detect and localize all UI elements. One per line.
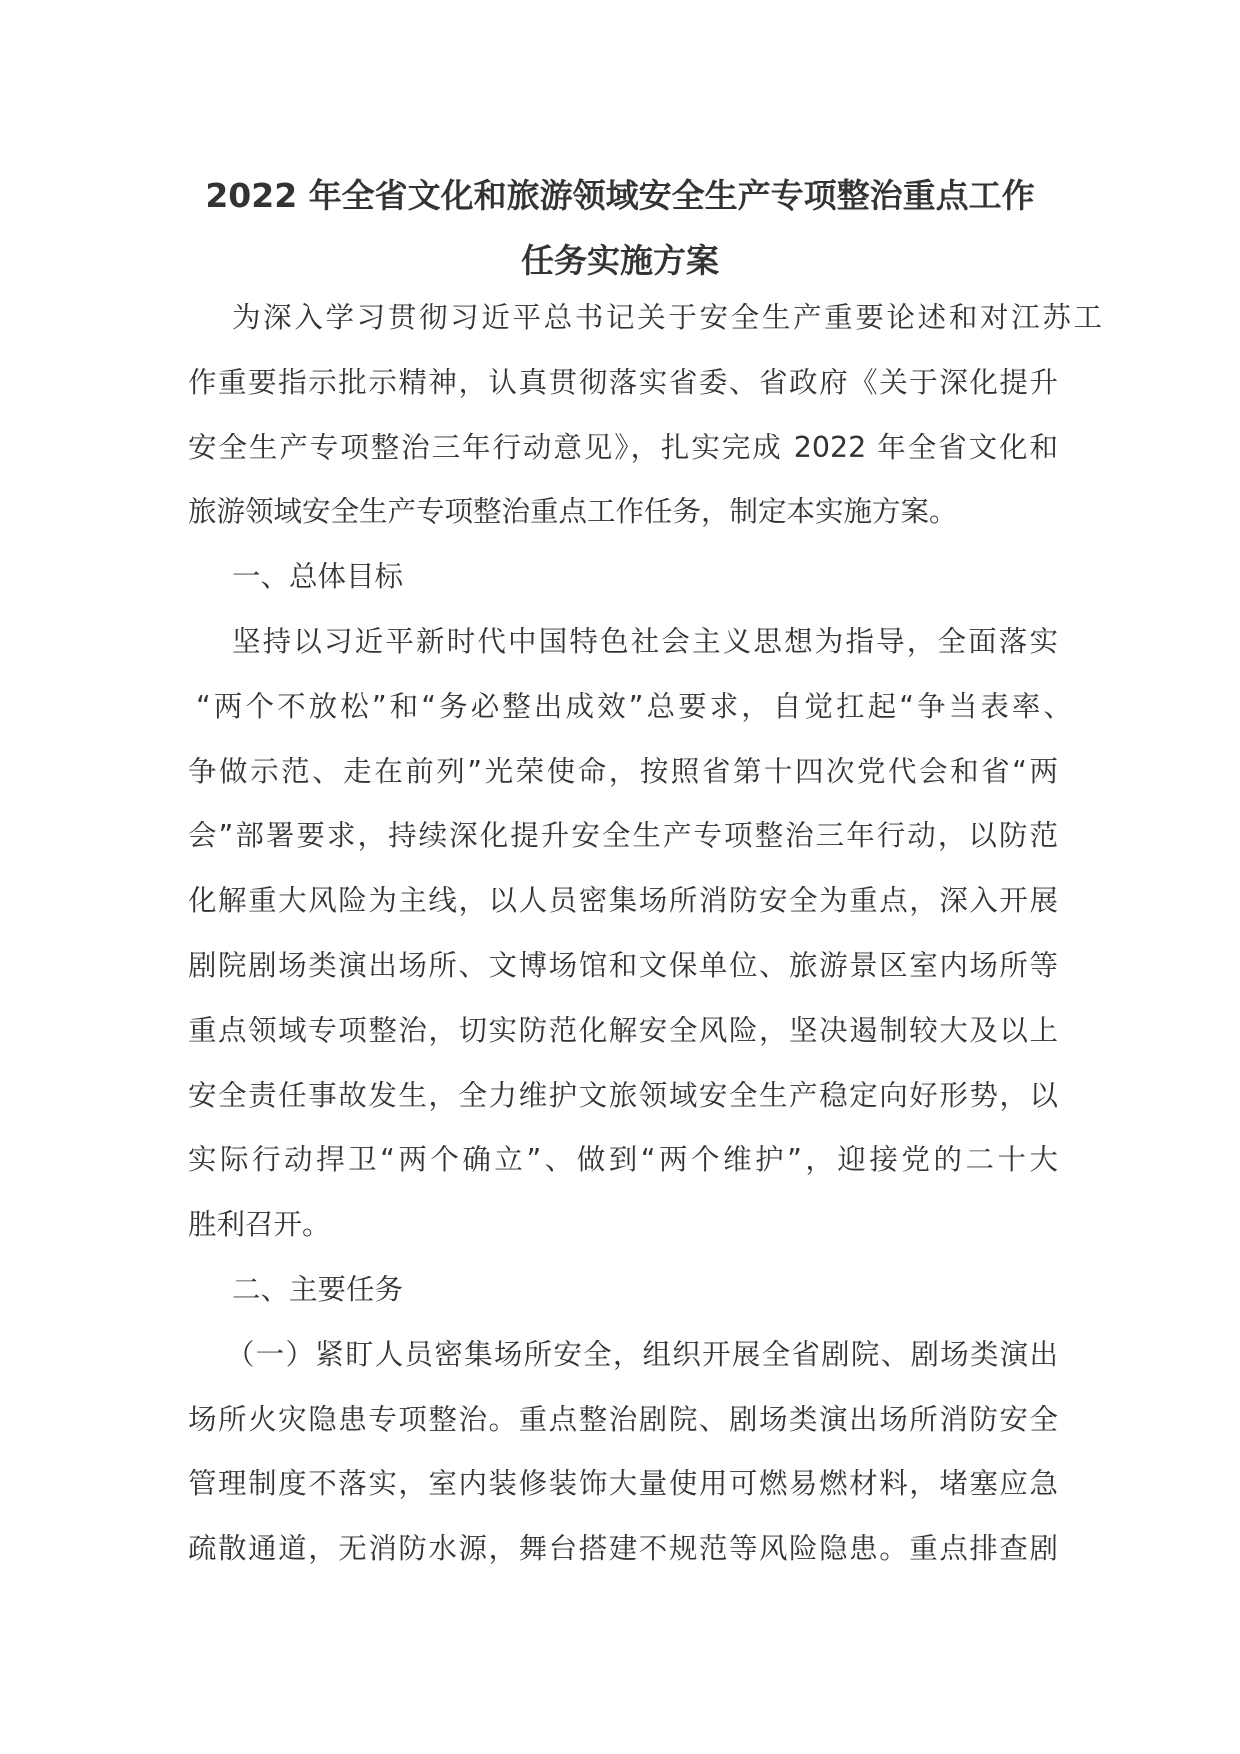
paragraph-line: 重点领域专项整治，切实防范化解安全风险，坚决遏制较大及以上 [188,1014,1058,1047]
paragraph-line: 坚持以习近平新时代中国特色社会主义思想为指导，全面落实 [232,625,1058,658]
paragraph-line: （一）紧盯人员密集场所安全，组织开展全省剧院、剧场类演出 [226,1338,1058,1371]
paragraph-line: 化解重大风险为主线，以人员密集场所消防安全为重点，深入开展 [188,884,1058,917]
paragraph-line: 场所火灾隐患专项整治。重点整治剧院、剧场类演出场所消防安全 [188,1403,1058,1436]
document-title-line-1: 2022 年全省文化和旅游领域安全生产专项整治重点工作 [205,176,1035,215]
paragraph-line: 会”部署要求，持续深化提升安全生产专项整治三年行动，以防范 [188,819,1058,852]
paragraph-line: “两个不放松”和“务必整出成效”总要求，自觉扛起“争当表率、 [196,690,1072,723]
paragraph-line: 安全生产专项整治三年行动意见》，扎实完成 2022 年全省文化和 [188,431,1058,464]
paragraph-line: 争做示范、走在前列”光荣使命，按照省第十四次党代会和省“两 [188,755,1058,788]
paragraph-line: 实际行动捍卫“两个确立”、做到“两个维护”，迎接党的二十大 [188,1143,1058,1176]
paragraph-line: 剧院剧场类演出场所、文博场馆和文保单位、旅游景区室内场所等 [188,949,1058,982]
paragraph-line: 为深入学习贯彻习近平总书记关于安全生产重要论述和对江苏工 [232,301,1102,334]
paragraph-line: 旅游领域安全生产专项整治重点工作任务，制定本实施方案。 [188,495,958,528]
section-heading: 二、主要任务 [232,1273,404,1306]
paragraph-line: 安全责任事故发生，全力维护文旅领域安全生产稳定向好形势，以 [188,1079,1058,1112]
paragraph-line: 胜利召开。 [188,1208,331,1241]
section-heading: 一、总体目标 [232,560,404,593]
paragraph-line: 管理制度不落实，室内装修装饰大量使用可燃易燃材料，堵塞应急 [188,1467,1058,1500]
document-title-line-2: 任务实施方案 [521,241,719,280]
paragraph-line: 疏散通道，无消防水源，舞台搭建不规范等风险隐患。重点排查剧 [188,1532,1058,1565]
paragraph-line: 作重要指示批示精神，认真贯彻落实省委、省政府《关于深化提升 [188,366,1058,399]
